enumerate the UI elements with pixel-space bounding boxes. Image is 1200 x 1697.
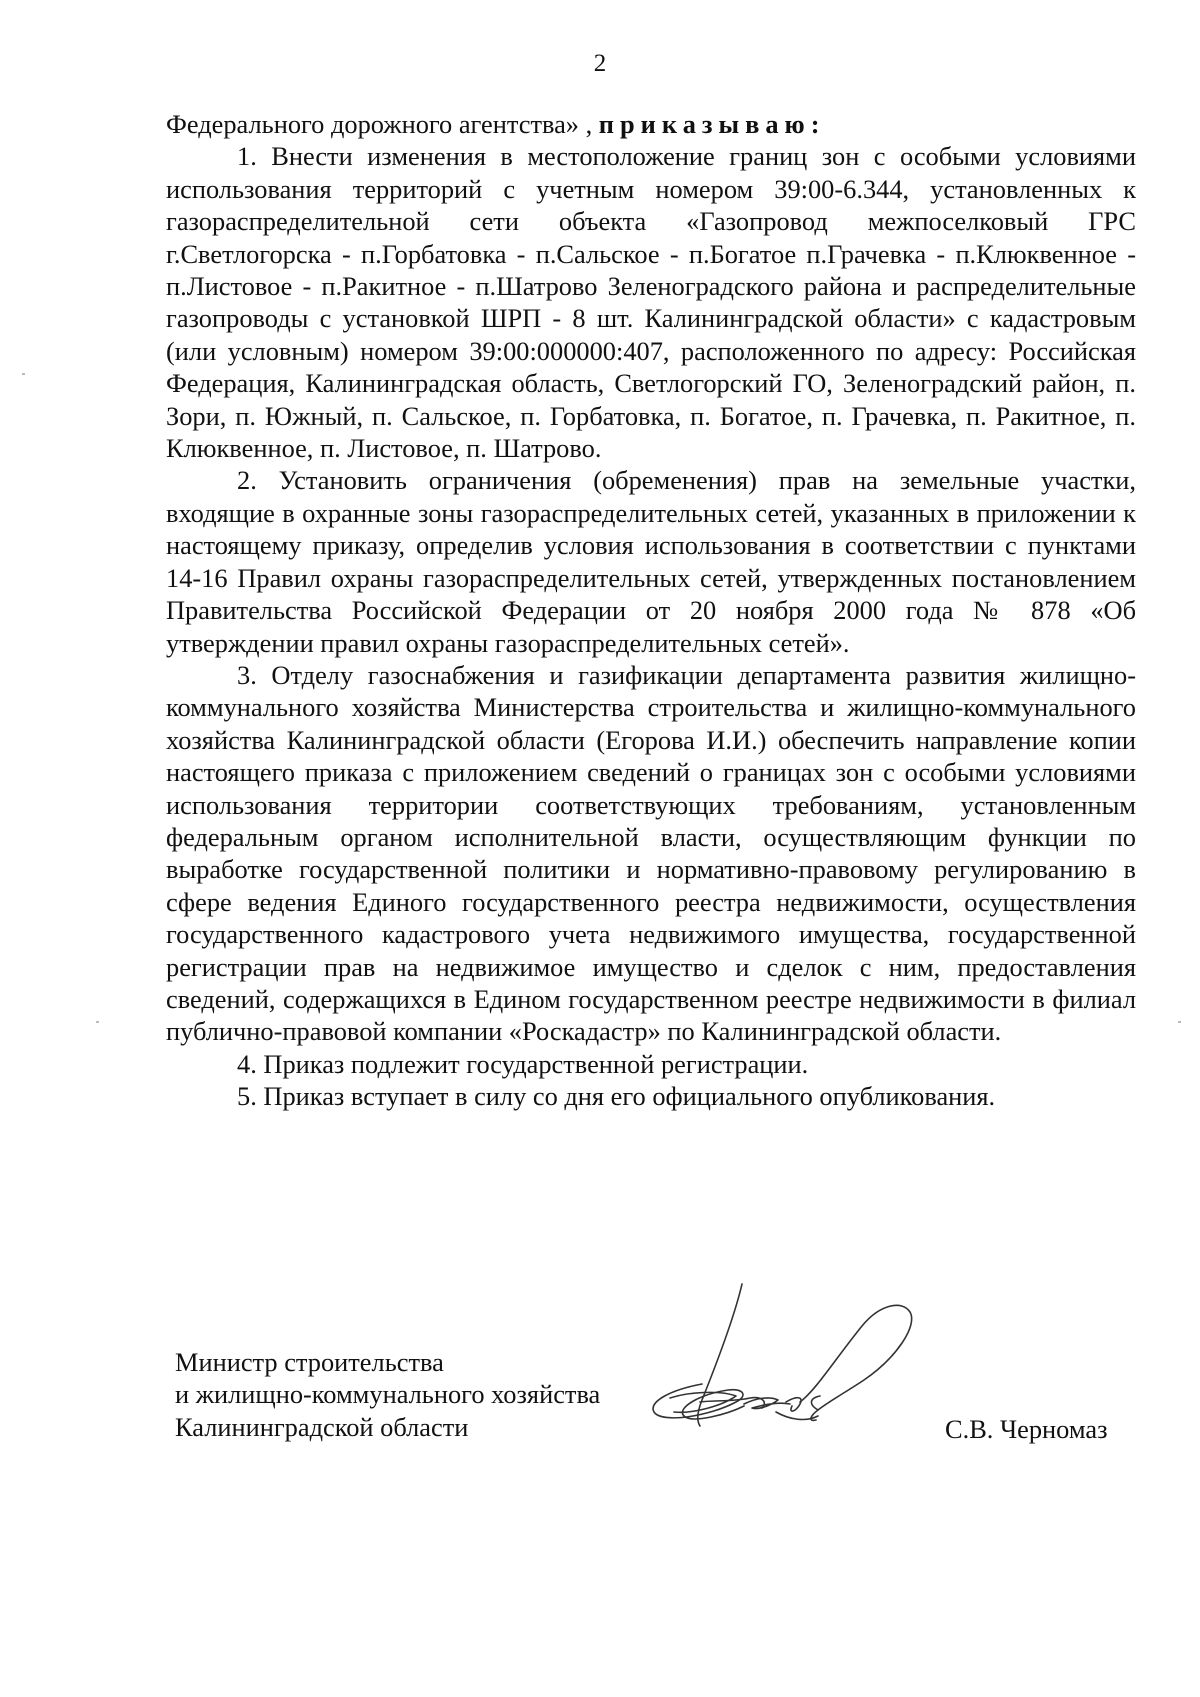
intro-text: Федерального дорожного агентства» ,: [166, 109, 599, 139]
position-line: Калининградской области: [175, 1411, 469, 1442]
order-body: [166, 108, 1136, 1113]
position-line: и жилищно-коммунального хозяйства: [175, 1379, 601, 1410]
scan-speck: [1178, 1021, 1181, 1023]
order-item-4: 4. Приказ подлежит государственной регистрации.: [237, 1048, 809, 1079]
handwritten-signature: [640, 1280, 940, 1460]
signatory-position: [175, 1346, 600, 1443]
intro-paragraph: [166, 108, 1136, 140]
order-item-5: 5. Приказ вступает в силу со дня его официального опубликования.: [237, 1081, 996, 1112]
scan-speck: [96, 1021, 99, 1023]
order-item-1: 1. Внести изменения в местоположение границ зон с особыми условиями использования территорий с учетным номером 39:00-6.344, установленных к газораспределительной сети объекта «Газопровод межпоселковый ГРС г.Светлогорска - п.Горбатовка - п.Сальское - п.Богатое п.Грачевка - п.Клюквенное - п.Листовое - п.Ракитное - п.Шатрово Зеленоградского района и распределительные газопроводы с установкой ШРП - 8 шт. Калининградской области» с кадастровым (или условным) номером 39:00:000000:407, расположенного по адресу: Российская Федерация, Калининградская область, Светлогорский ГО, Зеленоградский район, п. Зори, п. Южный, п. Сальское, п. Горбатовка, п. Богатое, п. Грачевка, п. Ракитное, п. Клюквенное, п. Листовое, п. Шатрово.: [166, 141, 1136, 464]
page-number: 2: [593, 50, 607, 77]
scan-speck: [22, 373, 25, 375]
order-word: приказываю:: [598, 109, 826, 139]
position-line: Министр строительства: [175, 1347, 444, 1377]
order-item-2: 2. Установить ограничения (обременения) прав на земельные участки, входящие в охранные зоны газораспределительных сетей, указанных в приложении к настоящему приказу, определив условия использования в соответствии с пунктами 14-16 Правил охраны газораспределительных сетей, утвержденных постановлением Правительства Российской Федерации от 20 ноября 2000 года № 878 «Об утверждении правил охраны газораспределительных сетей».: [166, 465, 1136, 658]
signer-name: С.В. Черномаз: [945, 1414, 1108, 1444]
order-item-3: 3. Отделу газоснабжения и газификации департамента развития жилищно-коммунального хозяйства Министерства строительства и жилищно-коммунального хозяйства Калининградской области (Егорова И.И.) обеспечить направление копии настоящего приказа с приложением сведений о границах зон с особыми условиями использования территории соответствующих требованиям, установленным федеральным органом исполнительной власти, осуществляющим функции по выработке государственной политики и нормативно-правовому регулированию в сфере ведения Единого государственного реестра недвижимости, осуществления государственного кадастрового учета недвижимого имущества, государственной регистрации прав на недвижимое имущество и сделок с ним, предоставления сведений, содержащихся в Едином государственном реестре недвижимости в филиал публично-правовой компании «Роскадастр» по Калининградской области.: [166, 659, 1136, 1047]
